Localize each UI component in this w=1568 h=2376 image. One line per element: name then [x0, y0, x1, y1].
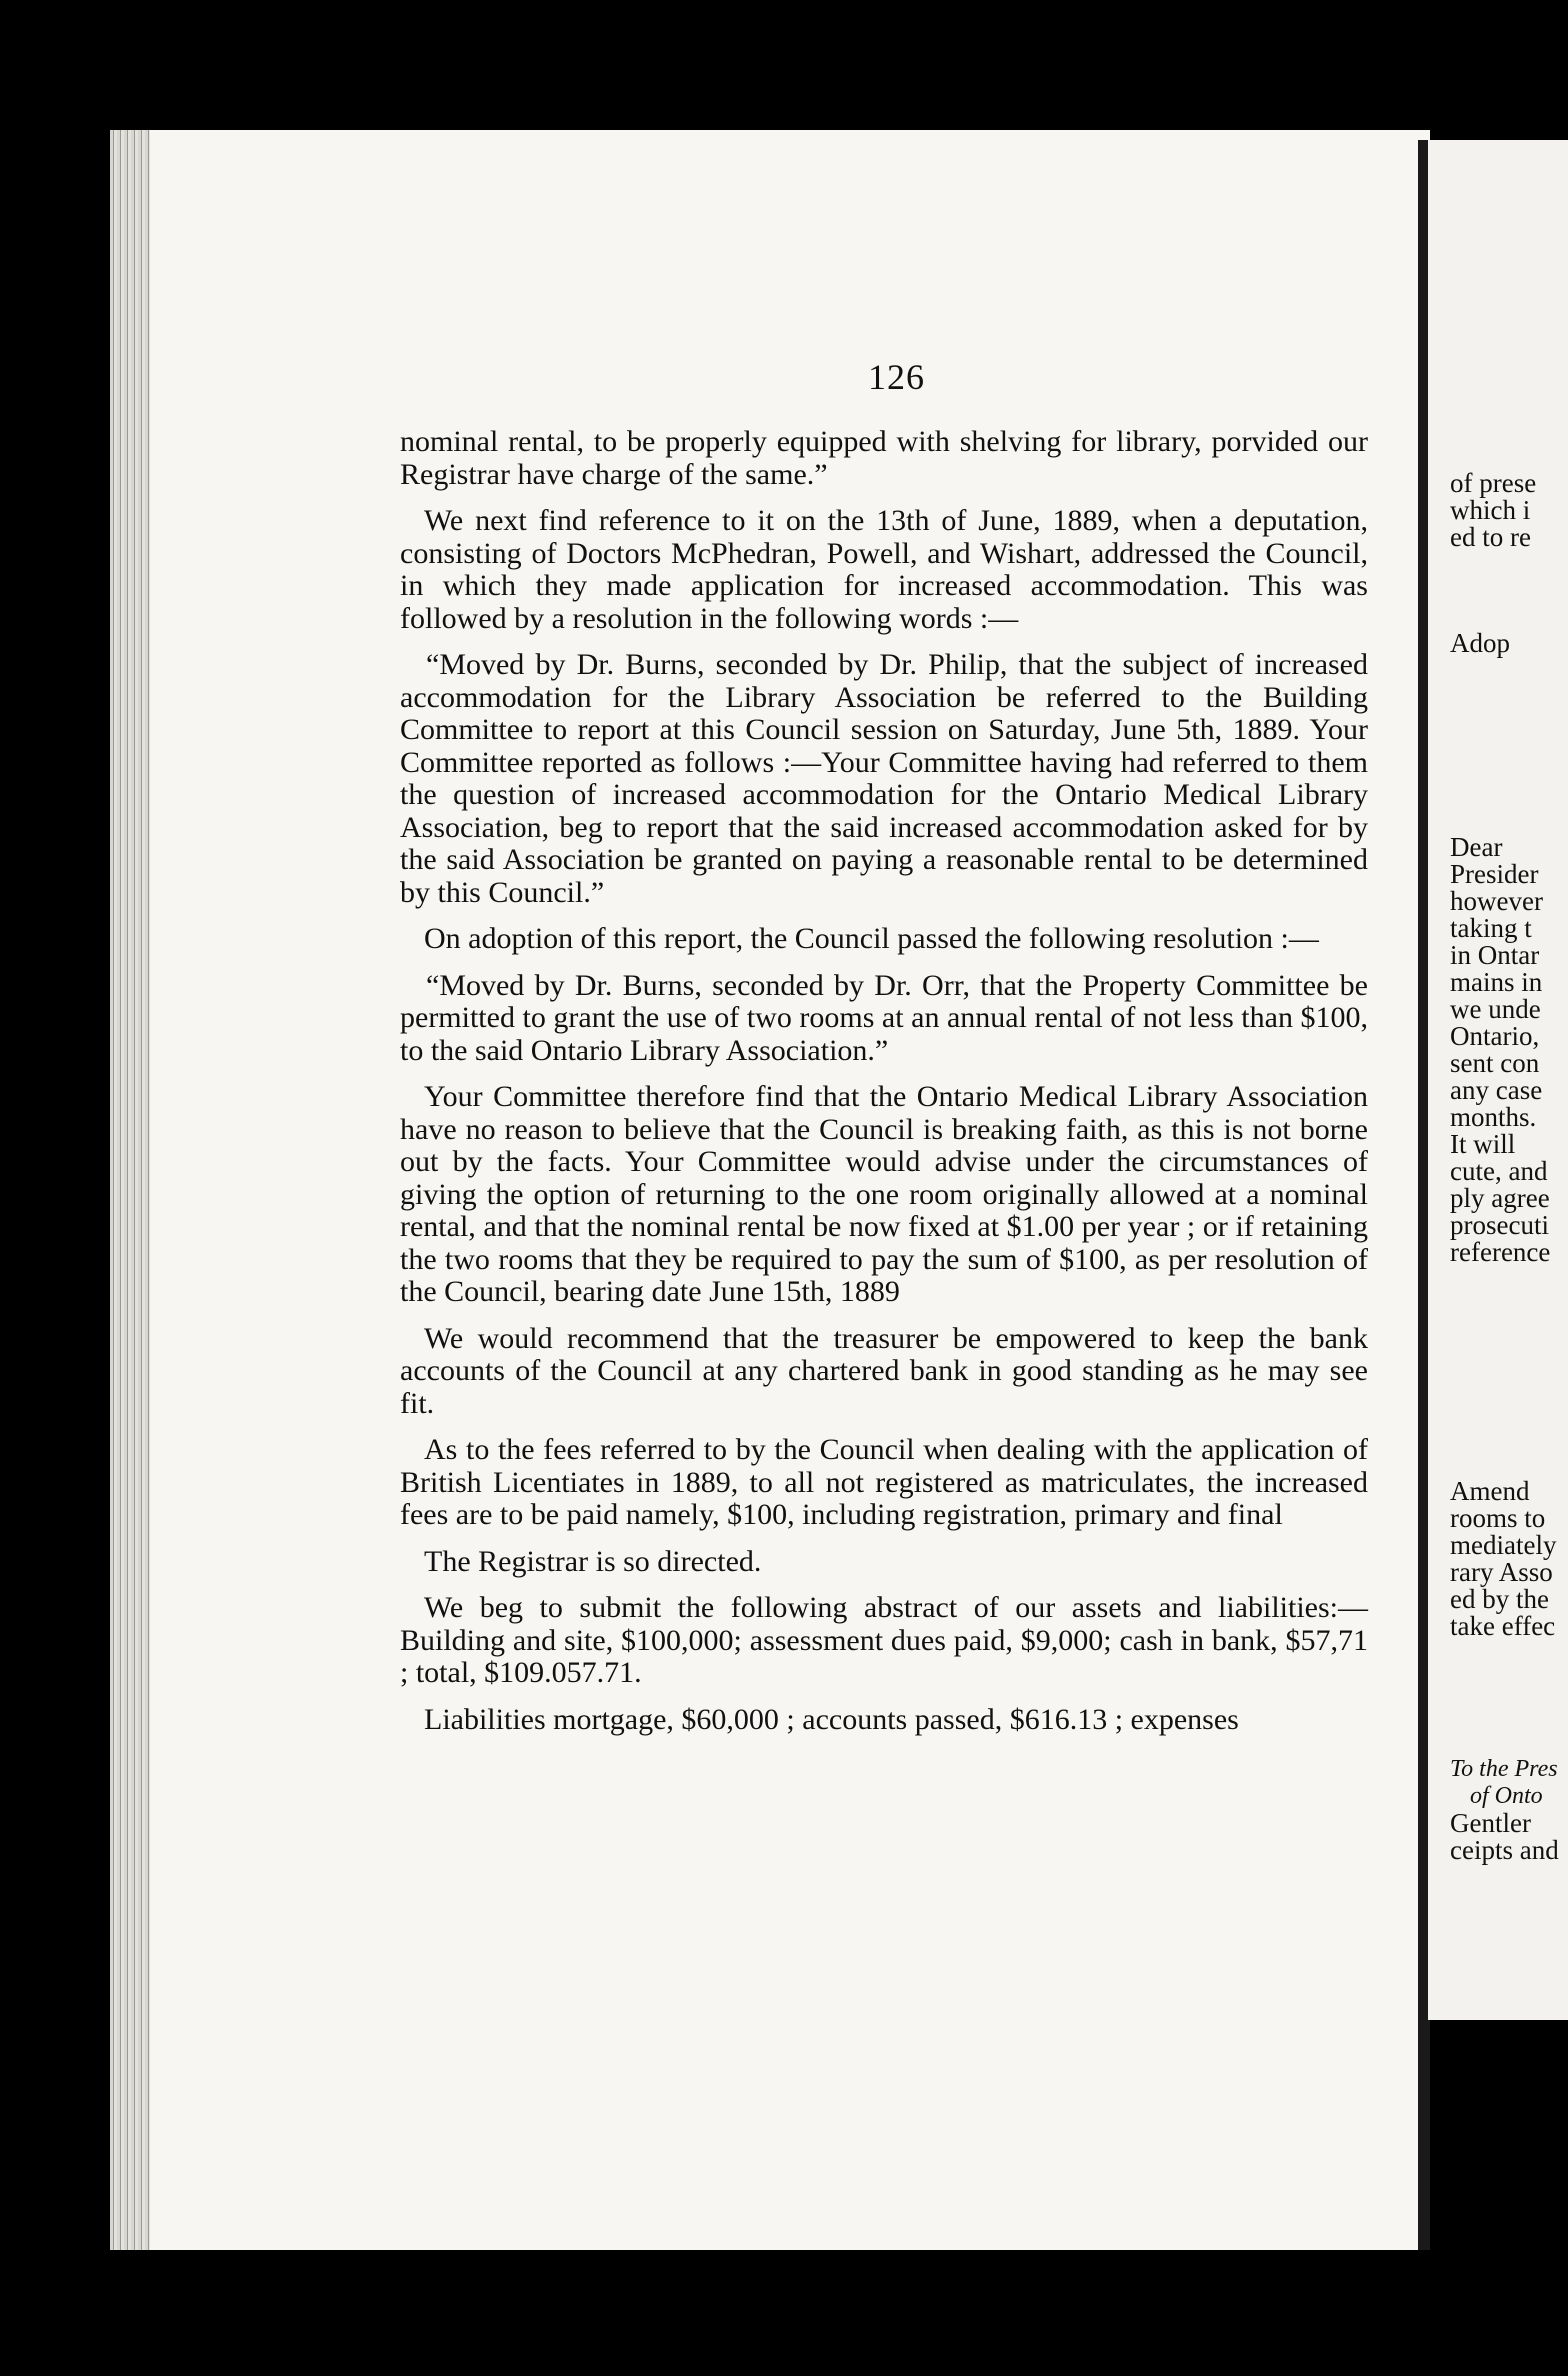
- right-page-line: rooms to: [1450, 1503, 1546, 1533]
- paragraph-2: We next find reference to it on the 13th of June, 1889, when a deputation, consisting of Doctors McPhedran, Powell, and Wishart, addressed the Council, in which they made application for increased accommodation. This was followed by a resolution in the following words :—: [400, 504, 1368, 635]
- paragraph-11: Liabilities mortgage, $60,000 ; accounts passed, $616.13 ; expenses: [424, 1702, 1239, 1736]
- paragraph-9: The Registrar is so directed.: [424, 1544, 762, 1578]
- right-page-line: prosecuti: [1450, 1210, 1549, 1240]
- right-page-line: Adop: [1450, 628, 1510, 658]
- paragraph-3: “Moved by Dr. Burns, seconded by Dr. Philip, that the subject of increased accommodation for the Library Association be referred to the Building Committee to report at this Council session on Saturday, June 5th, 1889. Your Committee reported as follows :—Your Committee having had referred to them the question of increased accommodation for the Ontario Medical Library Association, beg to report that the said increased accommodation asked for by the said Association be granted on paying a reasonable rental to be determined by this Council.”: [400, 648, 1368, 909]
- page-number: 126: [868, 357, 925, 397]
- page-edge: [110, 130, 152, 2250]
- right-page-line: ceipts and: [1450, 1835, 1559, 1865]
- paragraph-10: We beg to submit the following abstract of our assets and liabilities:—Building and site, $100,000; assessment dues paid, $9,000; cash in bank, $57,71 ; total, $109.057.71.: [400, 1591, 1368, 1689]
- right-page-text-group-5: [1450, 1756, 1568, 1864]
- paragraph-1: nominal rental, to be properly equipped with shelving for library, porvided our Registrar have charge of the same.”: [400, 425, 1368, 491]
- right-page-line: however: [1450, 886, 1543, 916]
- right-page-line: Gentler: [1450, 1808, 1531, 1838]
- right-page-text-group-3: [1450, 834, 1568, 1266]
- right-page-line: months.: [1450, 1102, 1537, 1132]
- right-page-line: ply agree: [1450, 1183, 1550, 1213]
- right-page-line: of Onto: [1470, 1783, 1543, 1809]
- right-page-line: reference: [1450, 1237, 1551, 1267]
- right-page-line: of prese: [1450, 468, 1537, 498]
- right-page-line: which i: [1450, 495, 1531, 525]
- right-page-text-group-2: [1450, 630, 1568, 657]
- right-page-line: mediately: [1450, 1530, 1557, 1560]
- paragraph-8: As to the fees referred to by the Council when dealing with the application of British Licentiates in 1889, to all not registered as matriculates, the increased fees are to be paid namely, $100, including registration, primary and final: [400, 1433, 1368, 1531]
- right-page-line: Dear: [1450, 832, 1503, 862]
- right-page-line: Ontario,: [1450, 1021, 1540, 1051]
- paragraph-7: We would recommend that the treasurer be empowered to keep the bank accounts of the Council at any chartered bank in good standing as he may see fit.: [400, 1321, 1368, 1420]
- right-page-line: in Ontar: [1450, 940, 1540, 970]
- right-page-line: ed to re: [1450, 522, 1531, 552]
- right-page-line: ed by the: [1450, 1584, 1549, 1614]
- page-body: [400, 426, 1368, 1736]
- paragraph-5: “Moved by Dr. Burns, seconded by Dr. Orr, that the Property Committee be permitted to grant the use of two rooms at an annual rental of not less than $100, to the said Ontario Library Association.”: [400, 968, 1368, 1067]
- right-page-text-group-1: [1450, 470, 1568, 551]
- paragraph-6: Your Committee therefore find that the Ontario Medical Library Association have no reason to believe that the Council is breaking faith, as this is not borne out by the facts. Your Committee would advise under the circumstances of giving the option of returning to the one room originally allowed at a nominal rental, and that the nominal rental be now fixed at $1.00 per year ; or if retaining the two rooms that they be required to pay the sum of $100, as per resolution of the Council, bearing date June 15th, 1889: [400, 1080, 1368, 1308]
- right-page-line: Presider: [1450, 859, 1539, 889]
- right-page-line: rary Asso: [1450, 1557, 1553, 1587]
- right-page-line: cute, and: [1450, 1156, 1548, 1186]
- right-page-line: taking t: [1450, 913, 1532, 943]
- right-page-line: sent con: [1450, 1048, 1540, 1078]
- right-page-line: To the Pres: [1450, 1756, 1558, 1782]
- right-page-text-group-4: [1450, 1478, 1568, 1640]
- right-page-line: any case: [1450, 1075, 1543, 1105]
- right-page-line: mains in: [1450, 967, 1543, 997]
- right-page-line: Amend: [1450, 1476, 1530, 1506]
- right-page-line: take effec: [1450, 1611, 1556, 1641]
- right-page-line: It will: [1450, 1129, 1516, 1159]
- paragraph-4: On adoption of this report, the Council passed the following resolution :—: [424, 922, 1319, 955]
- right-page-line: we unde: [1450, 994, 1541, 1024]
